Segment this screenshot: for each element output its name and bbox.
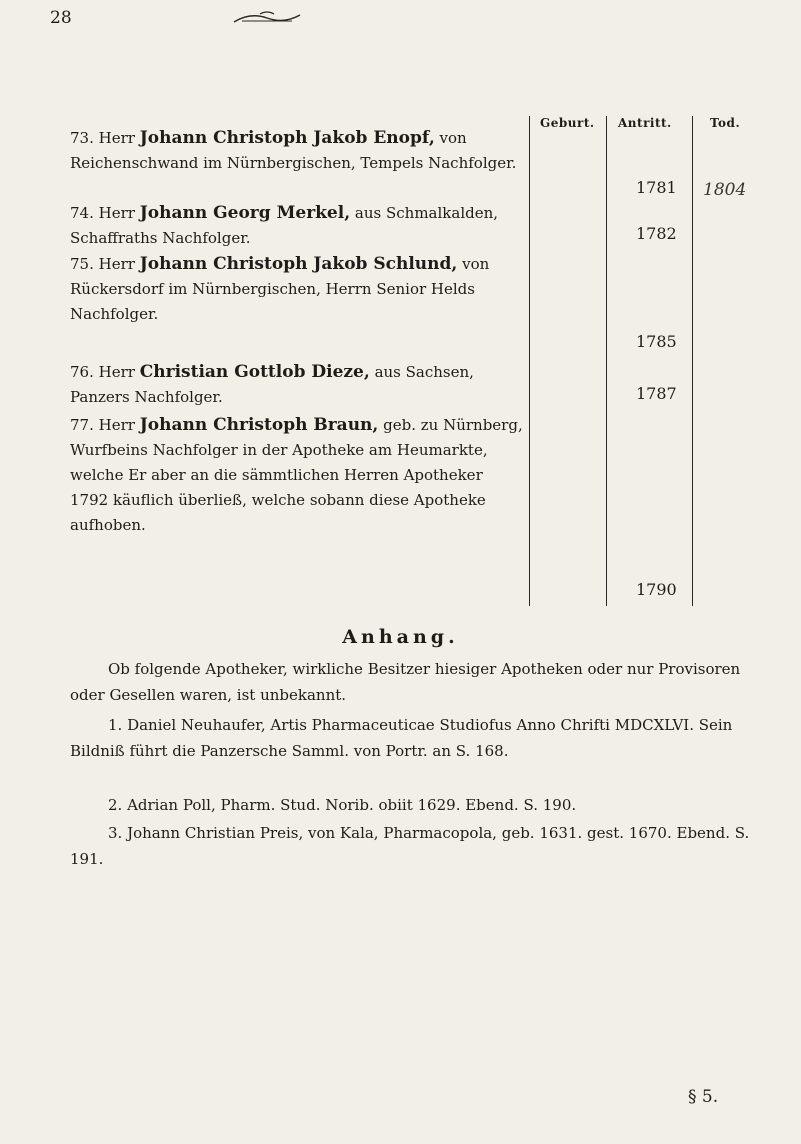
handwritten-note: 1804 — [703, 180, 747, 200]
column-header-death: Tod. — [710, 116, 741, 130]
printer-ornament — [232, 10, 302, 26]
column-rule — [606, 116, 607, 606]
entry-text: von Reichenschwand im Nürnbergischen, Tempels Nachfolger. — [70, 129, 517, 172]
appendix-item: 2. Adrian Poll, Pharm. Stud. Norib. obiit 1629. Ebend. S. 190. — [108, 796, 577, 814]
column-header-birth: Geburt. — [540, 116, 595, 130]
column-rule — [529, 116, 530, 606]
entry-number: 74. — [70, 204, 94, 222]
entry-title: Herr — [98, 129, 135, 147]
entry-name: Johann Georg Merkel, — [139, 203, 351, 223]
register-entry — [70, 413, 525, 538]
entry-text: von Rückersdorf im Nürnbergischen, Herrn Senior Helds Nachfolger. — [70, 255, 490, 323]
entry-year: 1785 — [636, 332, 677, 351]
entry-number: 76. — [70, 363, 94, 381]
page-number: 28 — [50, 8, 72, 28]
entry-name: Johann Christoph Braun, — [139, 415, 379, 435]
register-entry — [70, 360, 525, 410]
entry-name: Johann Christoph Jakob Schlund, — [139, 254, 458, 274]
entry-name: Christian Gottlob Dieze, — [139, 362, 370, 382]
entry-text: geb. zu Nürnberg, Wurfbeins Nachfolger in der Apotheke am Heumarkte, welche Er aber an die sämmtlichen Herren Apotheker 1792 käuflich überließ, welche sobann diese Apotheke aufhoben. — [70, 416, 523, 534]
entry-year: 1790 — [636, 580, 677, 599]
catchword: § 5. — [688, 1087, 719, 1107]
entry-title: Herr — [98, 204, 135, 222]
column-header-entry: Antritt. — [618, 116, 672, 130]
register-entry — [70, 252, 525, 327]
entry-text: aus Schmalkalden, Schaffraths Nachfolger. — [70, 204, 499, 247]
appendix-title: Anhang. — [342, 626, 459, 648]
entry-title: Herr — [98, 416, 135, 434]
appendix-item: 1. Daniel Neuhaufer, Artis Pharmaceuticae Studiofus Anno Chrifti MDCXLVI. Sein Bildniß führt die Panzersche Samml. von Portr. an S. 168. — [70, 716, 733, 760]
entry-year: 1781 — [636, 178, 677, 197]
register-entry — [70, 201, 525, 251]
entry-number: 75. — [70, 255, 94, 273]
entry-year: 1787 — [636, 384, 677, 403]
entry-year: 1782 — [636, 224, 677, 243]
entry-number: 73. — [70, 129, 94, 147]
entry-name: Johann Christoph Jakob Enopf, — [139, 128, 435, 148]
column-rule — [692, 116, 693, 606]
entry-title: Herr — [98, 363, 135, 381]
appendix-intro: Ob folgende Apotheker, wirkliche Besitzer hiesiger Apotheken oder nur Provisoren oder Gesellen waren, ist unbekannt. — [70, 660, 741, 704]
entry-title: Herr — [98, 255, 135, 273]
register-entry — [70, 126, 525, 176]
entry-text: aus Sachsen, Panzers Nachfolger. — [70, 363, 474, 406]
entry-number: 77. — [70, 416, 94, 434]
appendix-item: 3. Johann Christian Preis, von Kala, Pharmacopola, geb. 1631. gest. 1670. Ebend. S. 191. — [70, 824, 750, 868]
